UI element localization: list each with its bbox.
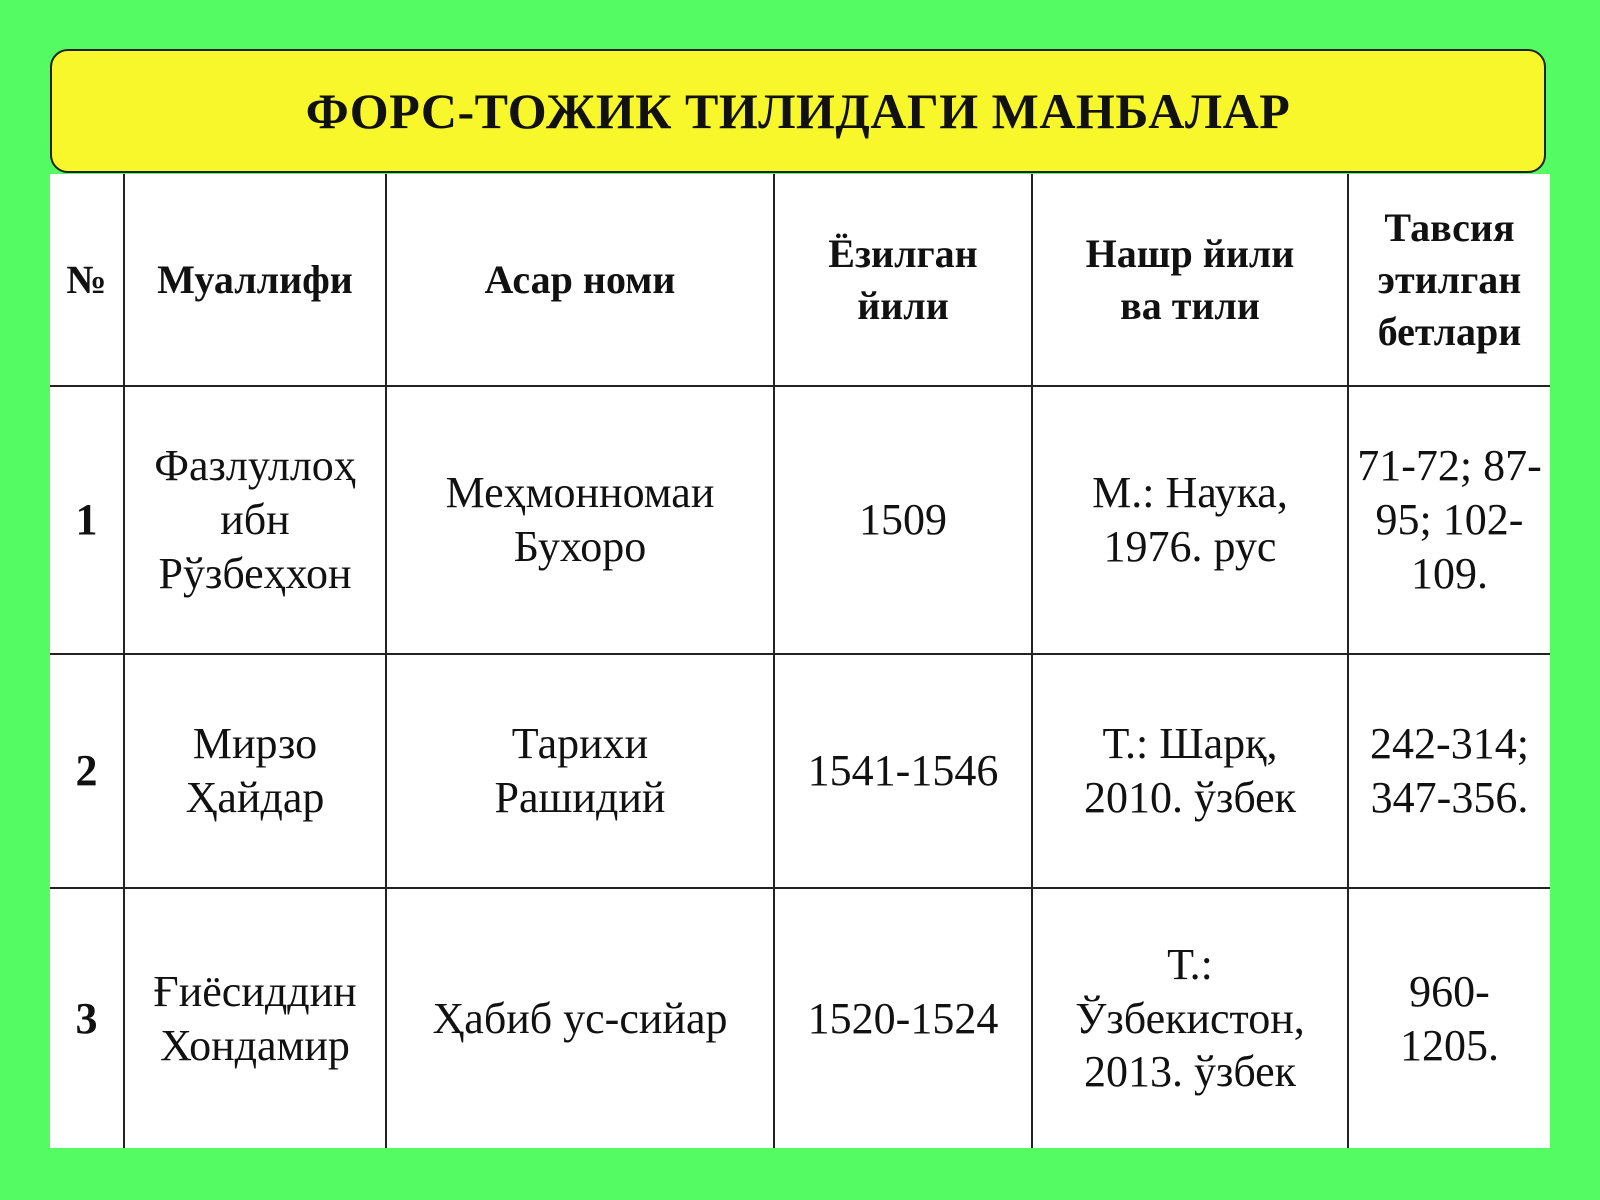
- pages-cell: 71-72; 87-95; 102-109.: [1348, 386, 1550, 654]
- written-year-cell: 1541-1546: [774, 654, 1032, 888]
- edition-cell: М.: Наука, 1976. рус: [1032, 386, 1348, 654]
- header-author: Муаллифи: [124, 174, 386, 386]
- header-work: Асар номи: [386, 174, 774, 386]
- row-number: 2: [50, 654, 124, 888]
- sources-table: [50, 174, 1550, 1148]
- table-row: [50, 654, 1550, 888]
- author-cell: Фазлуллоҳ ибн Рўзбеҳхон: [124, 386, 386, 654]
- pages-cell: 960-1205.: [1348, 888, 1550, 1148]
- work-cell: Тарихи Рашидий: [386, 654, 774, 888]
- edition-cell: Т.: Шарқ, 2010. ўзбек: [1032, 654, 1348, 888]
- row-number: 3: [50, 888, 124, 1148]
- author-cell: Мирзо Ҳайдар: [124, 654, 386, 888]
- written-year-cell: 1509: [774, 386, 1032, 654]
- work-cell: Меҳмонномаи Бухоро: [386, 386, 774, 654]
- pages-cell: 242-314; 347-356.: [1348, 654, 1550, 888]
- written-year-cell: 1520-1524: [774, 888, 1032, 1148]
- author-cell: Ғиёсиддин Хондамир: [124, 888, 386, 1148]
- row-number: 1: [50, 386, 124, 654]
- table-header-row: [50, 174, 1550, 386]
- table-row: [50, 888, 1550, 1148]
- page-title: ФОРС-ТОЖИК ТИЛИДАГИ МАНБАЛАР: [50, 49, 1546, 173]
- sources-table-container: [50, 174, 1550, 1148]
- work-cell: Ҳабиб ус-сийар: [386, 888, 774, 1148]
- edition-cell: Т.: Ўзбекистон, 2013. ўзбек: [1032, 888, 1348, 1148]
- header-pages: Тавсия этилган бетлари: [1348, 174, 1550, 386]
- table-row: [50, 386, 1550, 654]
- header-written-year: Ёзилган йили: [774, 174, 1032, 386]
- header-edition: Нашр йили ва тили: [1032, 174, 1348, 386]
- header-number: №: [50, 174, 124, 386]
